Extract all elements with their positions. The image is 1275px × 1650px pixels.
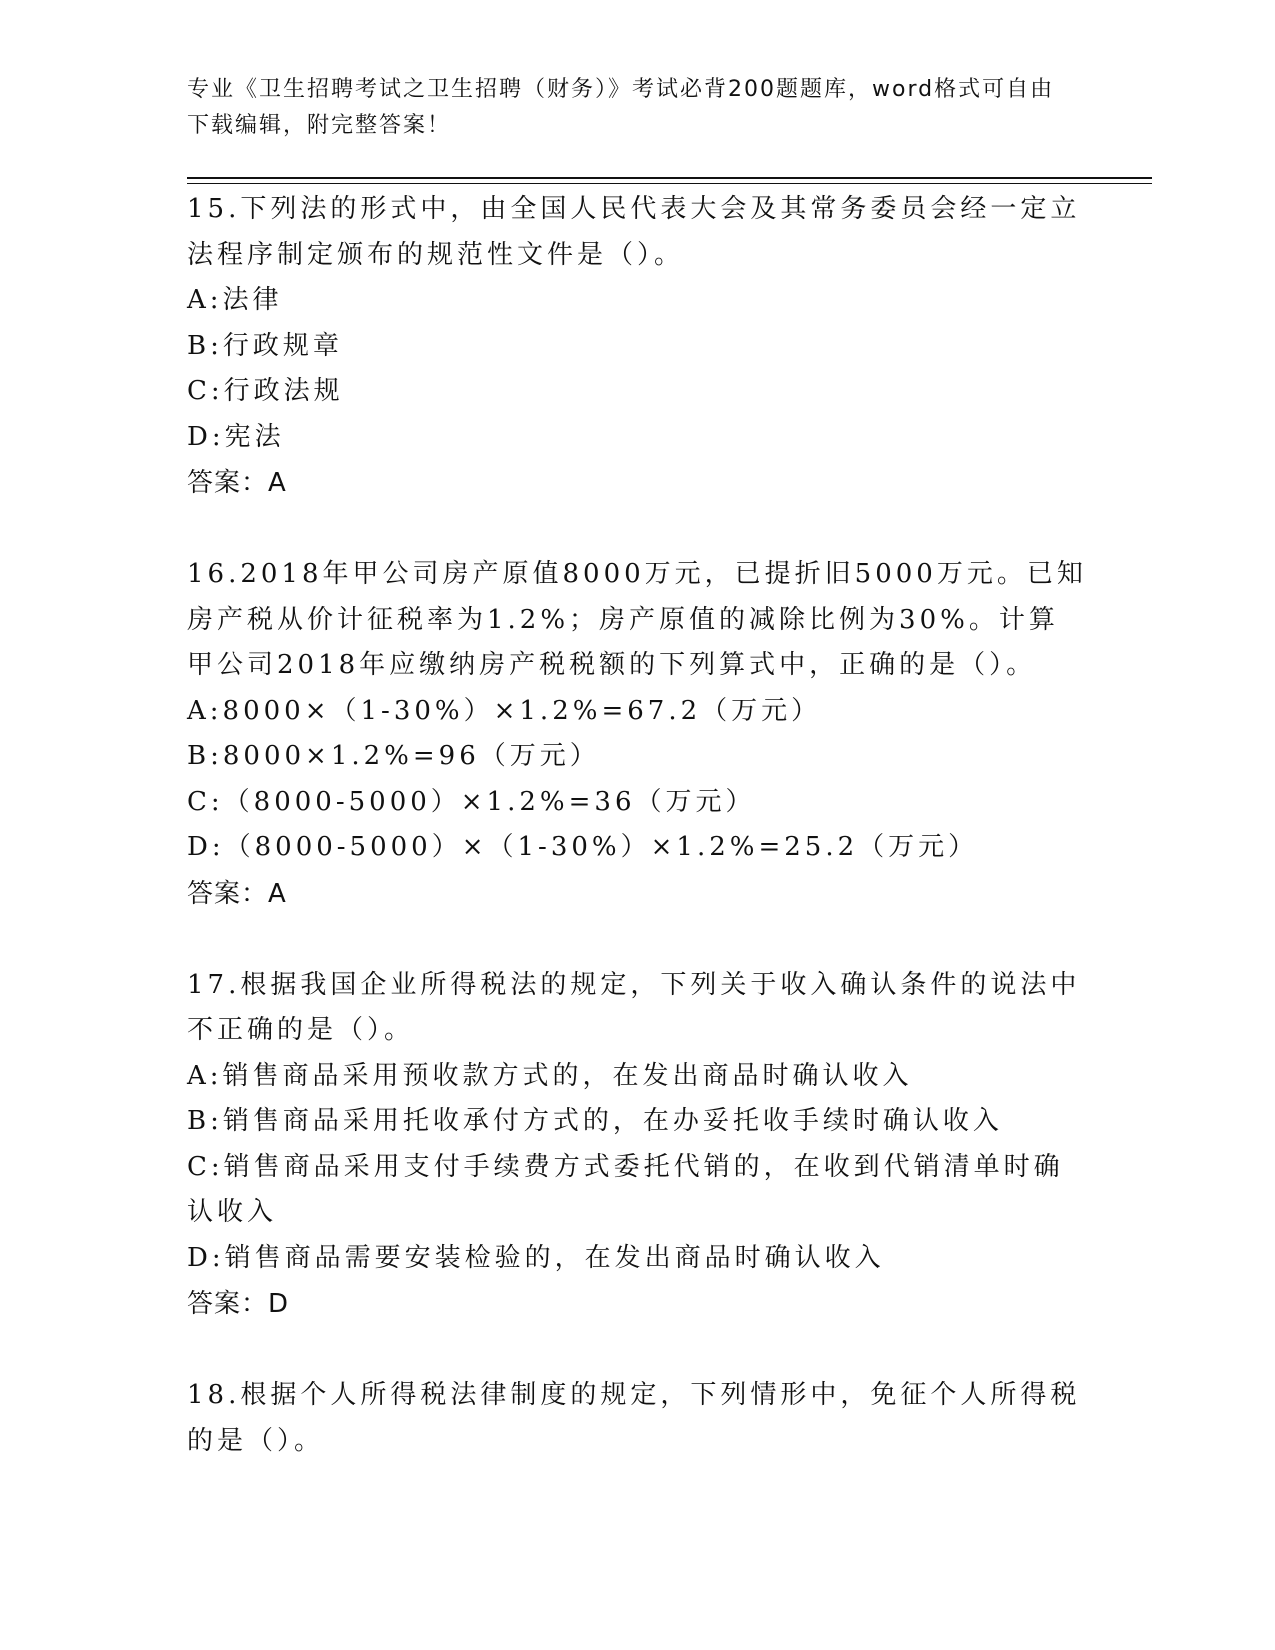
- option-b: B:行政规章: [187, 330, 343, 361]
- question-stem: 16.2018年甲公司房产原值8000万元，已提折旧5000万元。已知房产税从价计征税率为1.2%；房产原值的减除比例为30%。计算甲公司2018年应缴纳房产税税额的下列算式中，正确的是（）。: [187, 559, 1087, 680]
- answer-line: 答案：D: [187, 1289, 290, 1319]
- option-c: C:（8000-5000）×1.2%=36（万元）: [187, 786, 756, 817]
- answer-line: 答案：A: [187, 878, 287, 909]
- header-divider-thin: [187, 183, 1152, 184]
- question-stem: 17.根据我国企业所得税法的规定，下列关于收入确认条件的说法中不正确的是（）。: [187, 969, 1081, 1045]
- header-divider-thick: [187, 177, 1152, 179]
- option-b: B:8000×1.2%=96（万元）: [187, 741, 600, 771]
- question-stem: 15.下列法的形式中，由全国人民代表大会及其常务委员会经一定立法程序制定颁布的规范性文件是（）。: [187, 194, 1081, 270]
- option-c: C:行政法规: [187, 376, 344, 406]
- option-b: B:销售商品采用托收承付方式的，在办妥托收手续时确认收入: [187, 1106, 1003, 1136]
- answer-line: 答案：A: [187, 468, 287, 498]
- question-18: [187, 1373, 1087, 1464]
- option-d: D:销售商品需要安装检验的，在发出商品时确认收入: [187, 1242, 885, 1273]
- question-list: [187, 187, 1087, 1510]
- option-a: A:法律: [187, 285, 283, 315]
- question-stem: 18.根据个人所得税法律制度的规定，下列情形中，免征个人所得税的是（）。: [187, 1380, 1081, 1456]
- document-header: 专业《卫生招聘考试之卫生招聘（财务）》考试必背200题题库，word格式可自由下载编辑，附完整答案！: [187, 77, 1055, 138]
- question-15: [187, 187, 1087, 506]
- option-a: A:8000×（1-30%）×1.2%=67.2（万元）: [187, 695, 822, 726]
- question-16: [187, 552, 1087, 917]
- option-c: C:销售商品采用支付手续费方式委托代销的，在收到代销清单时确认收入: [187, 1151, 1064, 1227]
- option-a: A:销售商品采用预收款方式的，在发出商品时确认收入: [187, 1060, 913, 1091]
- option-d: D:（8000-5000）×（1-30%）×1.2%=25.2（万元）: [187, 832, 979, 862]
- option-d: D:宪法: [187, 421, 285, 452]
- question-17: [187, 963, 1087, 1328]
